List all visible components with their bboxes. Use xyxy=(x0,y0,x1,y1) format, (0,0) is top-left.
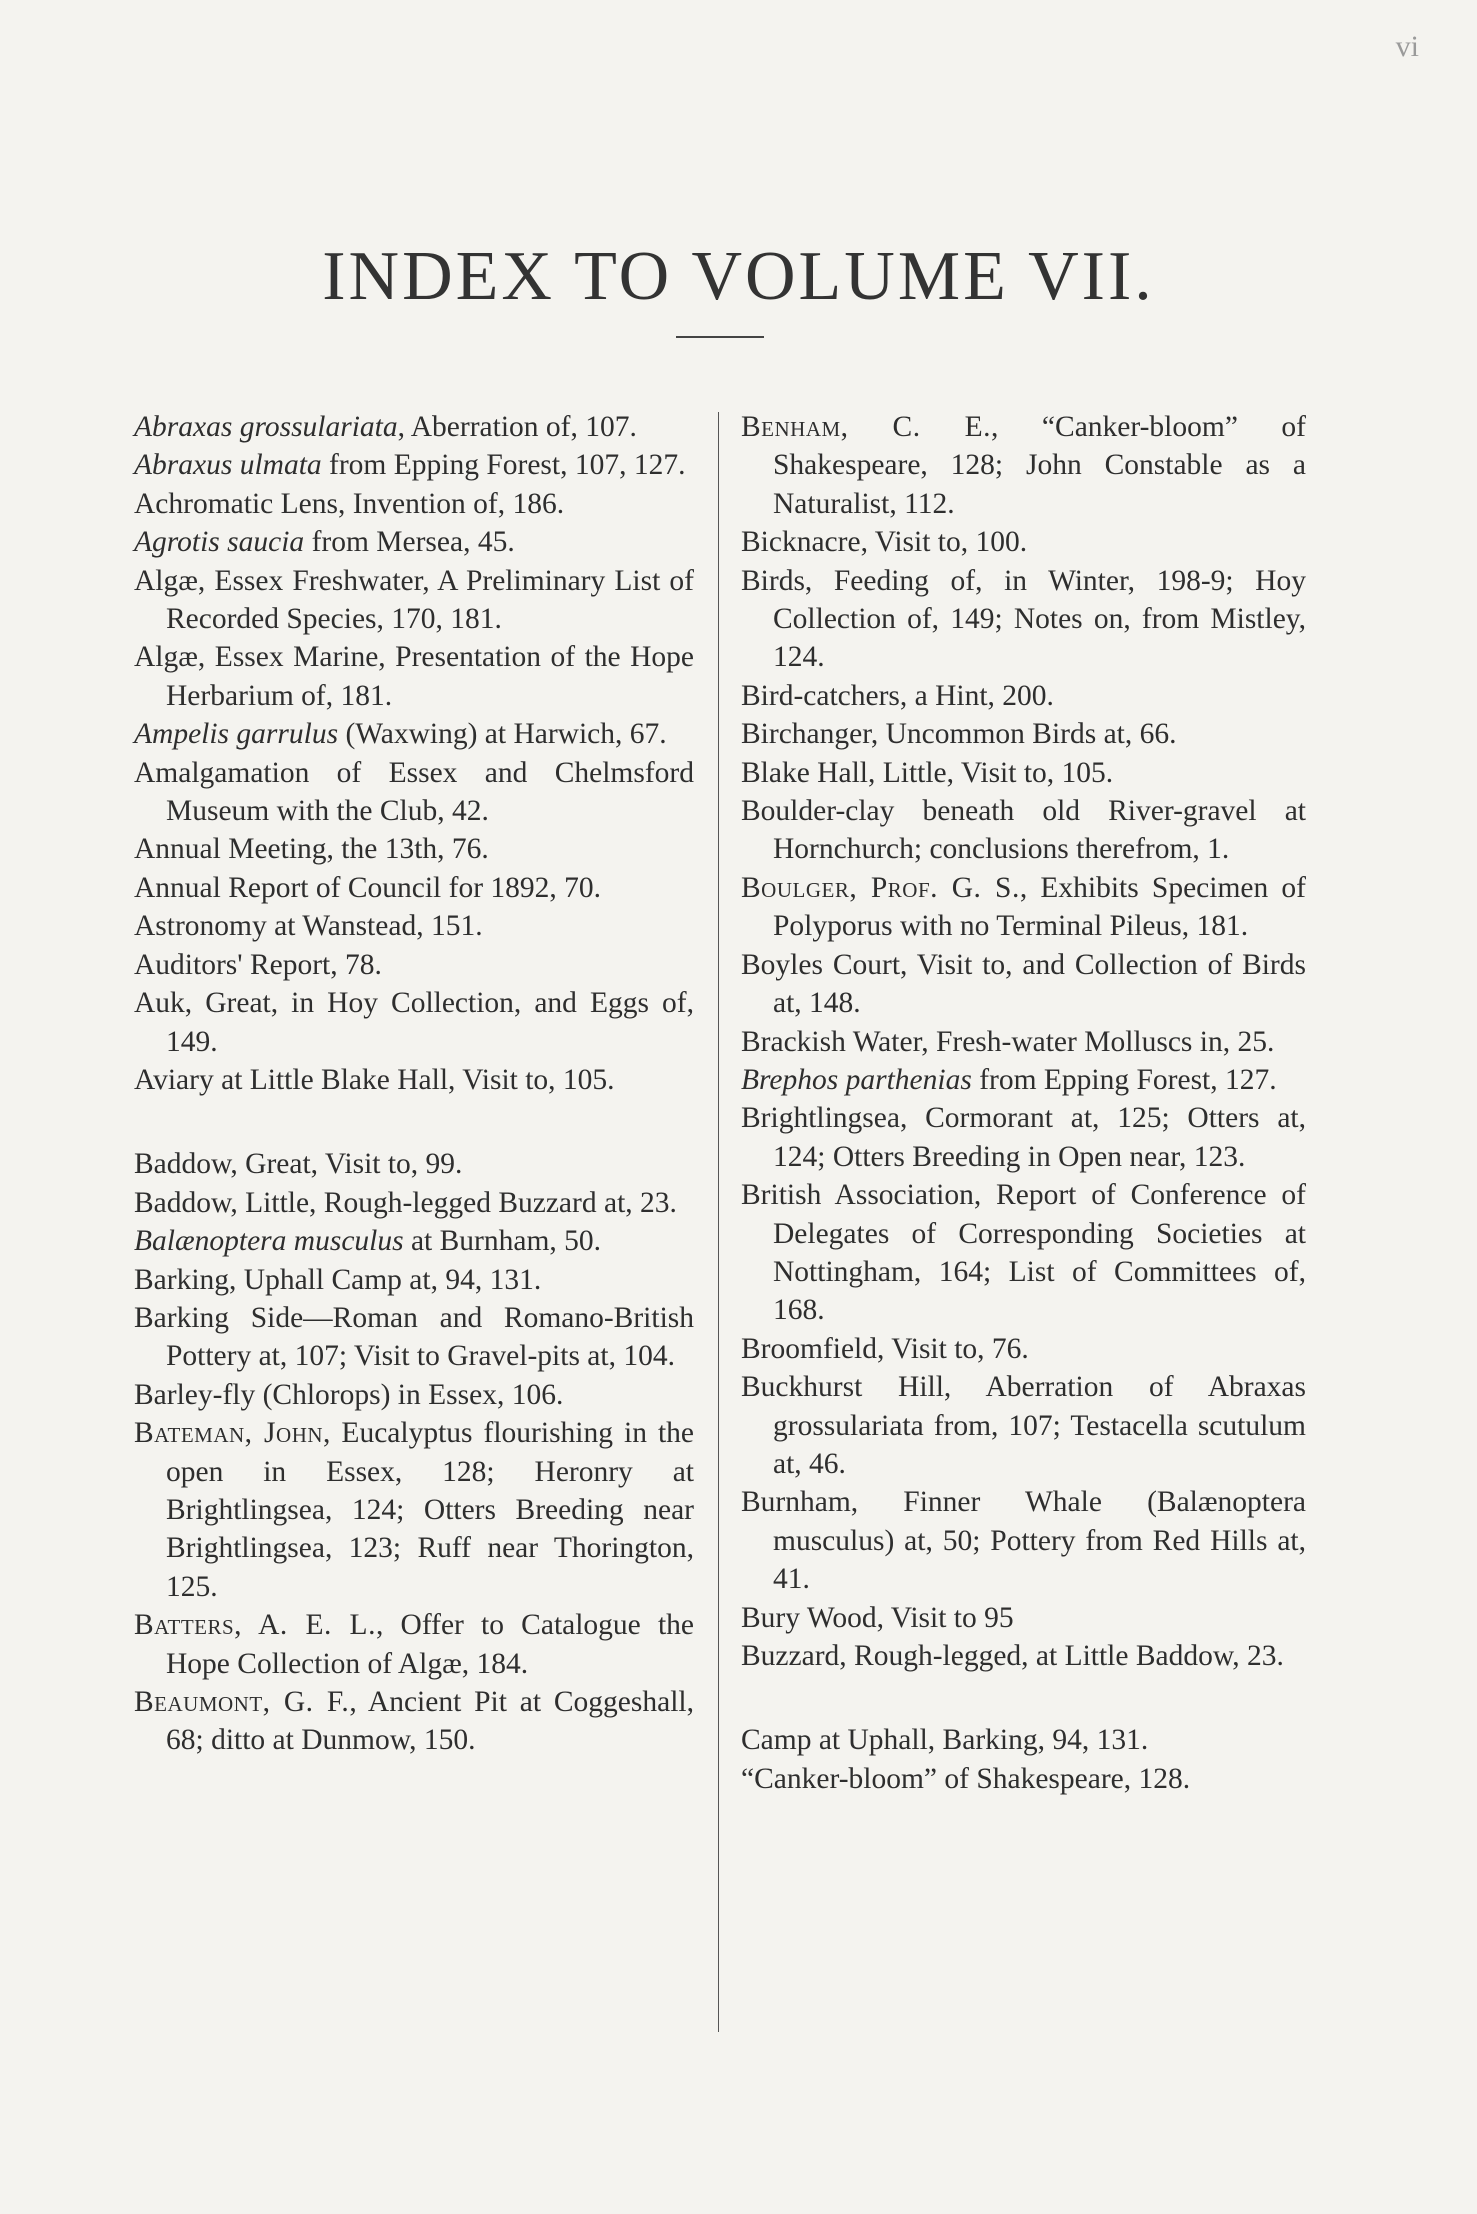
index-entry xyxy=(134,638,694,715)
index-entry xyxy=(134,830,694,868)
index-entry-text: Annual Meeting, the 13th, 76. xyxy=(134,833,489,866)
index-entry xyxy=(134,984,694,1061)
index-entry xyxy=(741,869,1306,946)
index-entry-text: at Burnham, 50. xyxy=(403,1225,602,1258)
index-entry xyxy=(741,754,1306,792)
index-entry xyxy=(741,792,1306,869)
index-entry-text: Boyles Court, Visit to, and Collection of Birds at, 148. xyxy=(741,948,1306,1020)
index-entry xyxy=(741,1061,1306,1099)
index-entry-text: Auditors' Report, 78. xyxy=(134,948,382,981)
title-rule xyxy=(676,336,764,338)
index-entry xyxy=(741,1176,1306,1330)
index-entry xyxy=(134,754,694,831)
index-entry-text: Amalgamation of Essex and Chelmsford Museum with the Club, 42. xyxy=(134,756,694,828)
index-entry-text: Astronomy at Wanstead, 151. xyxy=(134,910,483,943)
index-entry-text: Auk, Great, in Hoy Collection, and Eggs of, 149. xyxy=(134,987,694,1058)
index-entry xyxy=(741,1368,1306,1483)
index-entry-text: British Association, Report of Conference of Delegates of Corresponding Societies at Nottingham, 164; List of Committees of, 168. xyxy=(741,1179,1306,1327)
index-entry-text: Boulder-clay beneath old River-gravel at Hornchurch; conclusions therefrom, 1. xyxy=(741,795,1306,866)
index-column-left xyxy=(134,408,694,1760)
index-entry-text: Barking, Uphall Camp at, 94, 131. xyxy=(134,1263,542,1296)
index-entry-heading: Ampelis garrulus xyxy=(134,718,339,751)
index-entry-text: Algæ, Essex Marine, Presentation of the Hope Herbarium of, 181. xyxy=(134,641,694,712)
index-entry xyxy=(134,1414,694,1606)
index-entry xyxy=(134,1261,694,1299)
index-entry-text: Baddow, Great, Visit to, 99. xyxy=(134,1148,463,1181)
index-entry-text: (Waxwing) at Harwich, 67. xyxy=(338,718,667,751)
index-entry-text: Algæ, Essex Freshwater, A Preliminary List of Recorded Species, 170, 181. xyxy=(134,564,694,636)
index-entry xyxy=(741,523,1306,561)
index-entry xyxy=(134,1222,694,1260)
index-entry xyxy=(134,1061,694,1099)
index-entry-text: Buzzard, Rough-legged, at Little Baddow, 23. xyxy=(741,1640,1284,1672)
index-entry-text: Barley-fly (Chlorops) in Essex, 106. xyxy=(134,1378,564,1411)
index-entry-text: from Epping Forest, 127. xyxy=(971,1063,1277,1096)
index-entry xyxy=(741,946,1306,1023)
index-entry xyxy=(134,1145,694,1183)
index-entry-text: Baddow, Little, Rough-legged Buzzard at, 23. xyxy=(134,1186,677,1219)
index-entry-text: , Offer to Catalogue the Hope Collection of Algæ, 184. xyxy=(166,1609,695,1680)
index-entry xyxy=(134,485,694,523)
index-entry-heading: Abraxas grossulariata xyxy=(134,411,398,443)
index-entry xyxy=(134,869,694,907)
index-entry-text: Brightlingsea, Cormorant at, 125; Otters at, 124; Otters Breeding in Open near, 123. xyxy=(741,1102,1306,1173)
column-divider xyxy=(718,412,719,2032)
index-entry-heading: Agrotis saucia xyxy=(134,526,305,559)
index-entry-heading: Boulger, Prof. G. S. xyxy=(741,871,1020,904)
index-entry-text: , “Canker-bloom” of Shakespeare, 128; John Constable as a Naturalist, 112. xyxy=(773,411,1307,520)
index-entry-text: Bird-catchers, a Hint, 200. xyxy=(741,679,1054,712)
index-entry-text: “Canker-bloom” of Shakespeare, 128. xyxy=(741,1762,1191,1795)
index-entry-text: from Mersea, 45. xyxy=(304,526,515,559)
index-entry-heading: Brephos parthenias xyxy=(741,1063,972,1096)
index-entry xyxy=(134,408,694,446)
index-entry-text: , Eucalyptus flourishing in the open in Essex, 128; Heronry at Brightlingsea, 124; Otters Breeding near Brightlingsea, 123; Ruff near Thorington, 125. xyxy=(166,1417,695,1603)
index-entry xyxy=(134,523,694,561)
index-entry xyxy=(134,446,694,484)
index-entry-text: Birds, Feeding of, in Winter, 198-9; Hoy Collection of, 149; Notes on, from Mistley, 124. xyxy=(741,564,1306,674)
index-entry xyxy=(134,946,694,984)
index-entry xyxy=(741,1760,1306,1798)
index-entry xyxy=(134,562,694,639)
index-entry xyxy=(741,1721,1306,1759)
index-entry-heading: Bateman, John xyxy=(134,1417,324,1450)
index-entry-text: Aviary at Little Blake Hall, Visit to, 105. xyxy=(134,1063,615,1096)
index-entry xyxy=(741,1637,1306,1675)
index-entry xyxy=(741,1023,1306,1061)
index-entry-heading: Abraxus ulmata xyxy=(134,449,322,482)
index-entry-text: , Exhibits Specimen of Polyporus with no Terminal Pileus, 181. xyxy=(773,871,1306,943)
index-entry-text: Achromatic Lens, Invention of, 186. xyxy=(134,487,565,520)
page-number: vi xyxy=(1395,30,1419,63)
index-column-right xyxy=(741,408,1306,1798)
index-entry-text: Broomfield, Visit to, 76. xyxy=(741,1332,1029,1365)
index-entry-heading: Benham, C. E. xyxy=(741,411,992,443)
letter-section-gap xyxy=(134,1099,694,1145)
index-entry xyxy=(741,1599,1306,1637)
index-entry-text: Bicknacre, Visit to, 100. xyxy=(741,526,1028,559)
index-entry xyxy=(741,408,1306,523)
index-entry xyxy=(134,1683,694,1760)
index-entry xyxy=(134,907,694,945)
index-entry xyxy=(741,677,1306,715)
index-entry-text: Annual Report of Council for 1892, 70. xyxy=(134,871,602,904)
index-entry xyxy=(134,1606,694,1683)
index-entry-text: Barking Side—Roman and Romano-British Pottery at, 107; Visit to Gravel-pits at, 104. xyxy=(134,1301,694,1373)
index-entry xyxy=(134,1184,694,1222)
page-title: INDEX TO VOLUME VII. xyxy=(322,237,1155,315)
index-entry-text: Blake Hall, Little, Visit to, 105. xyxy=(741,756,1114,789)
index-entry-heading: Beaumont, G. F. xyxy=(134,1686,350,1718)
index-entry xyxy=(741,1099,1306,1176)
index-entry-text: from Epping Forest, 107, 127. xyxy=(321,449,686,482)
letter-section-gap xyxy=(741,1675,1306,1721)
index-entry-text: Camp at Uphall, Barking, 94, 131. xyxy=(741,1724,1149,1757)
index-entry-text: Buckhurst Hill, Aberration of Abraxas grossulariata from, 107; Testacella scutulum at, 46. xyxy=(741,1371,1306,1480)
index-entry-text: , Aberration of, 107. xyxy=(397,411,637,443)
index-entry xyxy=(134,1376,694,1414)
index-entry-text: Brackish Water, Fresh-water Molluscs in, 25. xyxy=(741,1025,1275,1058)
index-entry-heading: Balænoptera musculus xyxy=(134,1225,404,1258)
index-entry-text: Burnham, Finner Whale (Balænoptera musculus) at, 50; Pottery from Red Hills at, 41. xyxy=(741,1486,1306,1596)
index-entry xyxy=(134,1299,694,1376)
index-entry-text: Bury Wood, Visit to 95 xyxy=(741,1601,1014,1634)
index-entry xyxy=(134,715,694,753)
index-entry xyxy=(741,1330,1306,1368)
index-entry-heading: Batters, A. E. L. xyxy=(134,1609,376,1642)
index-entry-text: , Ancient Pit at Coggeshall, 68; ditto at Dunmow, 150. xyxy=(166,1686,694,1757)
index-entry xyxy=(741,562,1306,677)
index-entry xyxy=(741,1483,1306,1598)
index-entry xyxy=(741,715,1306,753)
index-entry-text: Birchanger, Uncommon Birds at, 66. xyxy=(741,718,1177,751)
